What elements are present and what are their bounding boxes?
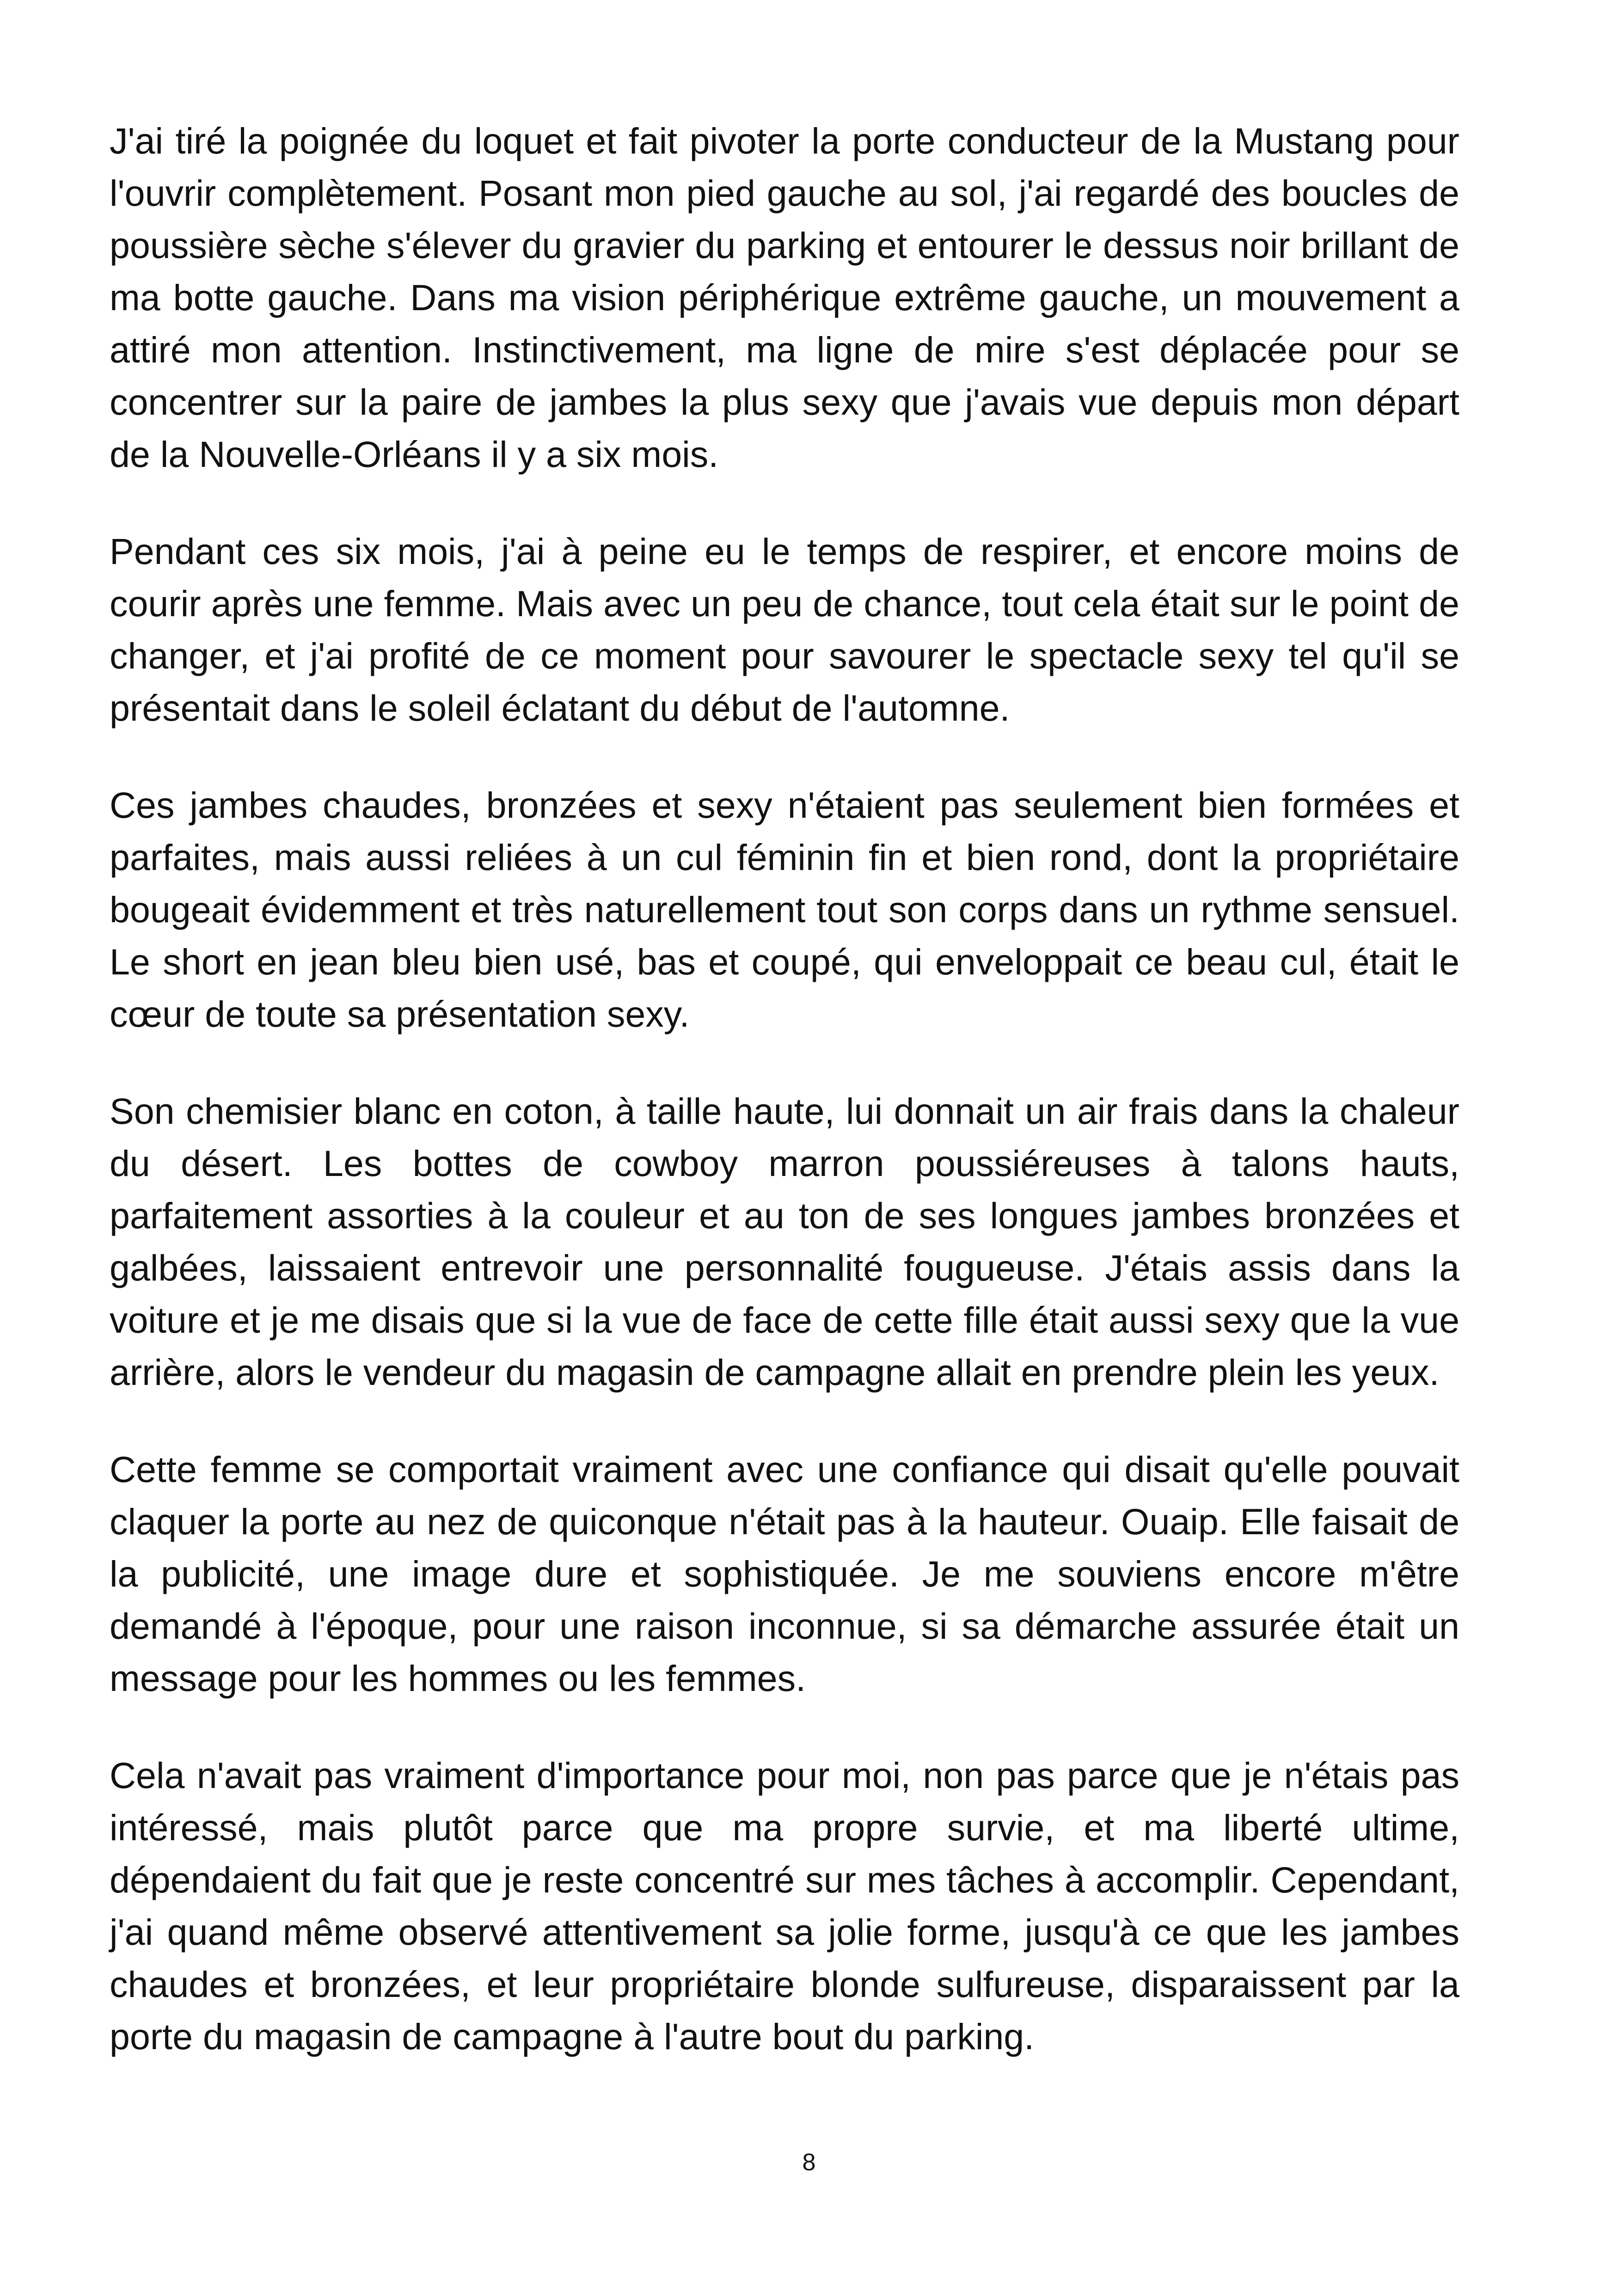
paragraph-5: Cette femme se comportait vraiment avec une confiance qui disait qu'elle pouvait claquer la porte au nez de quiconque n'était pas à la hauteur. Ouaip. Elle faisait de la publicité, une image dure et sophistiquée. Je me souviens encore m'être demandé à l'époque, pour une raison inconnue, si sa démarche assurée était un message pour les hommes ou les femmes.: [110, 1449, 1459, 1699]
paragraph-6: Cela n'avait pas vraiment d'importance pour moi, non pas parce que je n'étais pas intéressé, mais plutôt parce que ma propre survie, et ma liberté ultime, dépendaient du fait que je reste concentré sur mes tâches à accomplir. Cependant, j'ai quand même observé attentivement sa jolie forme, jusqu'à ce que les jambes chaudes et bronzées, et leur propriétaire blonde sulfureuse, disparaissent par la porte du magasin de campagne à l'autre bout du parking.: [110, 1755, 1459, 2057]
paragraph-3: Ces jambes chaudes, bronzées et sexy n'étaient pas seulement bien formées et parfaites, mais aussi reliées à un cul féminin fin et bien rond, dont la propriétaire bougeait évidemment et très naturellement tout son corps dans un rythme sensuel. Le short en jean bleu bien usé, bas et coupé, qui enveloppait ce beau cul, était le cœur de toute sa présentation sexy.: [110, 784, 1459, 1035]
page-number: 8: [802, 2149, 816, 2176]
body-text: [110, 115, 1459, 2063]
paragraph-4: Son chemisier blanc en coton, à taille haute, lui donnait un air frais dans la chaleur du désert. Les bottes de cowboy marron poussiéreuses à talons hauts, parfaitement assorties à la couleur et au ton de ses longues jambes bronzées et galbées, laissaient entrevoir une personnalité fougueuse. J'étais assis dans la voiture et je me disais que si la vue de face de cette fille était aussi sexy que la vue arrière, alors le vendeur du magasin de campagne allait en prendre plein les yeux.: [110, 1090, 1459, 1393]
paragraph-1: J'ai tiré la poignée du loquet et fait pivoter la porte conducteur de la Mustang pour l'ouvrir complètement. Posant mon pied gauche au sol, j'ai regardé des boucles de poussière sèche s'élever du gravier du parking et entourer le dessus noir brillant de ma botte gauche. Dans ma vision périphérique extrême gauche, un mouvement a attiré mon attention. Instinctivement, ma ligne de mire s'est déplacée pour se concentrer sur la paire de jambes la plus sexy que j'avais vue depuis mon départ de la Nouvelle-Orléans il y a six mois.: [110, 120, 1459, 475]
paragraph-2: Pendant ces six mois, j'ai à peine eu le temps de respirer, et encore moins de courir après une femme. Mais avec un peu de chance, tout cela était sur le point de changer, et j'ai profité de ce moment pour savourer le spectacle sexy tel qu'il se présentait dans le soleil éclatant du début de l'automne.: [110, 531, 1459, 729]
